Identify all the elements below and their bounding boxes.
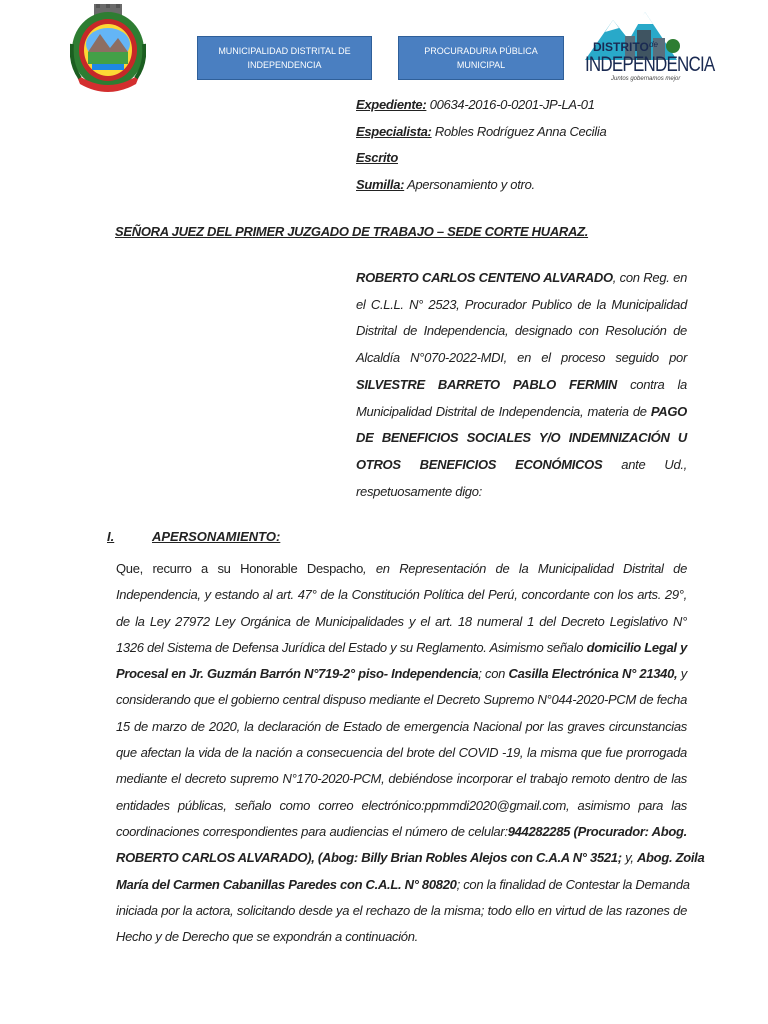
demandante-name: SILVESTRE BARRETO PABLO FERMIN (356, 376, 618, 392)
especialista-value: Robles Rodríguez Anna Cecilia (431, 124, 607, 139)
meta-sumilla (356, 177, 535, 192)
expediente-label: Expediente: (356, 97, 427, 112)
coat-of-arms-logo (70, 4, 146, 92)
procurador-name: ROBERTO CARLOS CENTENO ALVARADO (356, 270, 613, 285)
procuraduria-header-box (398, 36, 564, 80)
sumilla-label: Sumilla: (356, 177, 405, 192)
meta-expediente (356, 97, 595, 112)
email-line: entidades públicas, señalo como correo electrónico:ppmmdi2020@gmail.com, asimismo para las (116, 797, 687, 813)
municipality-header-text: MUNICIPALIDAD DISTRITAL DE INDEPENDENCIA (218, 46, 351, 70)
meta-escrito (356, 150, 398, 165)
intro-paragraph: ROBERTO CARLOS CENTENO ALVARADO, con Reg. en el C.L.L. N° 2523, Procurador Publico de la Municipalidad Distrital de Independencia, designado con Resolución de Alcaldía N°070-2022-MDI, en el proceso seguido por SILVESTRE BARRETO PABLO FERMIN contra la Municipalidad Distrital de Independencia, materia de PAGO DE BENEFICIOS SOCIALES Y/O INDEMNIZACIÓN U OTROS BENEFICIOS ECONÓMICOS ante Ud., respetuosamente digo: (356, 270, 687, 499)
district-logo (585, 10, 715, 90)
logo-word-de: de (649, 40, 658, 49)
procuraduria-header-text: PROCURADURIA PÚBLICA MUNICIPAL (424, 46, 538, 70)
logo-word-independencia: INDEPENDENCIA (585, 52, 715, 76)
body-paragraph: Que, recurro a su Honorable Despacho, en Representación de la Municipalidad Distrital de Independencia, y estando al art. 47° de la Constitución Política del Perú, concordante con los arts. 29°, de la Ley 27972 Ley Orgánica de Municipalidades y el art. 18 numeral 1 del Decreto Legislativo N° 1326 del Sistema de Defensa Jurídica del Estado y su Reglamento. Asimismo señalo domicilio Legal y Procesal en Jr. Guzmán Barrón N°719-2° piso- Independencia; con Casilla Electrónica N° 21340, y considerando que el gobierno central dispuso mediante el Decreto Supremo N°044-2020-PCM de fecha 15 de marzo de 2020, la declaración de Estado de emergencia Nacional por las graves circunstancias que afectan la vida de la nación a consecuencia del brote del COVID -19, la misma que fue prorrogada mediante el decreto supremo N°170-2020-PCM, debiéndose incorporar el trabajo remoto dentro de las entidades públicas, señalo como correo electrónico:ppmmdi2020@gmail.com, asimismo para las coordinaciones correspondientes para audiencias el número de celular:944282285 (Procurador: Abog. ROBERTO CARLOS ALVARADO), (Abog: Billy Brian Robles Alejos con C.A.A N° 3521; y, Abog. Zoila María del Carmen Cabanillas Paredes con C.A.L. N° 80820; con la finalidad de Contestar la Demanda iniciada por la actora, solicitando desde ya el rechazo de la misma; todo ello en virtud de las razones de Hecho y de Derecho que se expondrán a continuación. (116, 561, 705, 945)
section-numeral: I. (107, 529, 115, 544)
casilla-electronica: Casilla Electrónica N° 21340, (508, 666, 678, 682)
expediente-value: 00634-2016-0-0201-JP-LA-01 (426, 97, 595, 112)
municipality-header-box (197, 36, 372, 80)
meta-especialista (356, 124, 606, 139)
addressee: SEÑORA JUEZ DEL PRIMER JUZGADO DE TRABAJO – SEDE CORTE HUARAZ. (115, 224, 589, 239)
domicilio-procesal: Procesal en Jr. Guzmán Barrón N°719-2° piso- Independencia (116, 666, 479, 682)
logo-word-distrito: DISTRITO (593, 40, 649, 54)
sumilla-value: Apersonamiento y otro. (404, 177, 535, 192)
phone-number: 944282285 (Procurador: Abog. (507, 823, 687, 839)
especialista-label: Especialista: (356, 124, 432, 139)
logo-tagline: Juntos gobernamos mejor (611, 76, 681, 82)
section-title: APERSONAMIENTO: (152, 529, 281, 544)
escrito-label: Escrito (356, 150, 398, 165)
